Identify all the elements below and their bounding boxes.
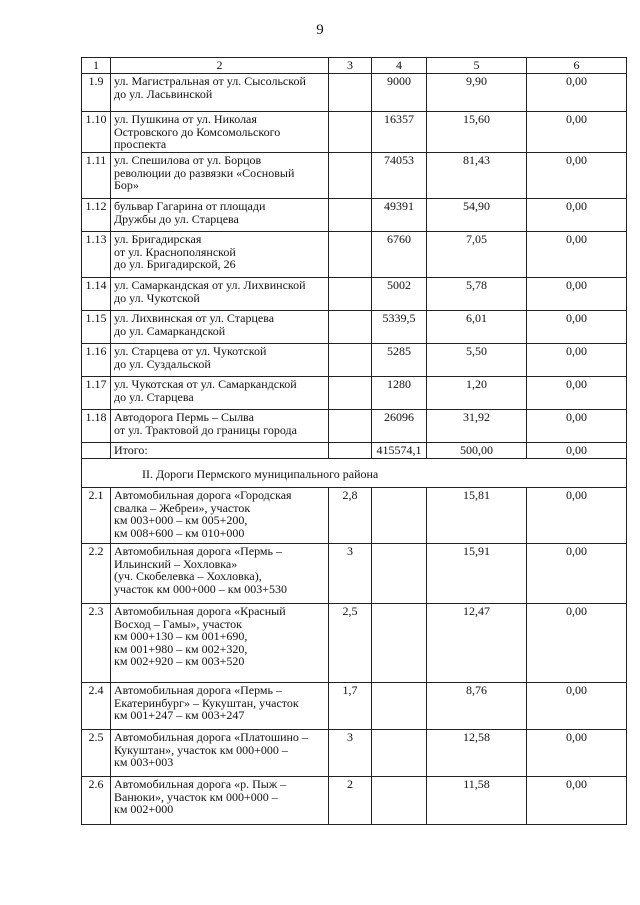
roads-table xyxy=(81,57,627,825)
section-title-row xyxy=(82,459,627,488)
road-name-line: Бор» xyxy=(114,178,139,192)
page-number: 9 xyxy=(316,22,324,38)
extra-amount-cell: 0,00 xyxy=(527,544,627,604)
table-row xyxy=(82,377,627,410)
length-km-cell xyxy=(329,232,372,278)
column-number-header-row xyxy=(82,58,627,74)
row-number-cell: 2.6 xyxy=(82,777,111,825)
table-row xyxy=(82,777,627,825)
road-name-line: до ул. Бригадирской, 26 xyxy=(114,257,236,271)
amount-cell: 15,81 xyxy=(427,488,527,544)
total-empty-cell xyxy=(329,443,372,459)
road-name-line: Островского до Комсомольского xyxy=(114,124,281,139)
road-name-line: км 003+000 – км 005+200, xyxy=(114,513,248,527)
extra-amount-cell: 0,00 xyxy=(527,74,627,112)
area-cell: 6760 xyxy=(372,232,427,278)
column-header: 4 xyxy=(372,58,427,74)
road-name-line: км 001+980 – км 002+320, xyxy=(114,641,248,656)
table-row xyxy=(82,544,627,604)
area-cell xyxy=(372,488,427,544)
road-name-line: км 002+000 xyxy=(114,802,174,816)
road-name-cell xyxy=(111,112,329,153)
extra-amount-cell: 0,00 xyxy=(527,311,627,344)
table-row xyxy=(82,410,627,443)
area-cell: 5002 xyxy=(372,278,427,311)
road-name-line: км 002+920 – км 003+520 xyxy=(114,654,245,668)
road-name-cell xyxy=(111,74,329,112)
amount-cell: 15,60 xyxy=(427,112,527,153)
total-amount-cell: 500,00 xyxy=(427,443,527,459)
table-row xyxy=(82,199,627,232)
amount-cell: 12,47 xyxy=(427,604,527,683)
row-number-cell: 1.15 xyxy=(82,311,111,344)
extra-amount-cell: 0,00 xyxy=(527,112,627,153)
column-header: 3 xyxy=(329,58,372,74)
table-row xyxy=(82,278,627,311)
road-name-cell xyxy=(111,410,329,443)
road-name-cell xyxy=(111,278,329,311)
road-name-cell xyxy=(111,344,329,377)
road-name-line: свалка – Жебреи», участок xyxy=(114,500,251,515)
road-name-cell xyxy=(111,544,329,604)
column-header: 6 xyxy=(527,58,627,74)
extra-amount-cell: 0,00 xyxy=(527,278,627,311)
amount-cell: 8,76 xyxy=(427,683,527,730)
area-cell xyxy=(372,683,427,730)
road-name-line: до ул. Ласьвинской xyxy=(114,86,213,101)
road-name-line: до ул. Старцева xyxy=(114,389,194,404)
road-name-line: ул. Пушкина от ул. Николая xyxy=(114,112,257,126)
row-number-cell: 2.4 xyxy=(82,683,111,730)
road-name-line: до ул. Суздальской xyxy=(114,356,211,371)
row-number-cell: 1.17 xyxy=(82,377,111,410)
road-name-line: Автомобильная дорога «Пермь – xyxy=(114,683,282,697)
road-name-line: от ул. Трактовой до границы города xyxy=(114,422,297,437)
extra-amount-cell: 0,00 xyxy=(527,777,627,825)
row-number-cell: 2.3 xyxy=(82,604,111,683)
road-name-line: Восход – Гамы», участок xyxy=(114,616,242,631)
road-name-cell xyxy=(111,153,329,199)
road-name-cell xyxy=(111,730,329,777)
table-row xyxy=(82,311,627,344)
road-name-line: км 001+247 – км 003+247 xyxy=(114,708,245,722)
length-km-cell: 1,7 xyxy=(329,683,372,730)
road-name-line: ул. Чукотская от ул. Самаркандской xyxy=(114,377,297,391)
extra-amount-cell: 0,00 xyxy=(527,377,627,410)
road-name-line: проспекта xyxy=(114,137,167,151)
table-row xyxy=(82,112,627,153)
row-number-cell: 1.10 xyxy=(82,112,111,153)
area-cell: 16357 xyxy=(372,112,427,153)
amount-cell: 6,01 xyxy=(427,311,527,344)
amount-cell: 54,90 xyxy=(427,199,527,232)
table-row xyxy=(82,488,627,544)
area-cell: 9000 xyxy=(372,74,427,112)
road-name-line: км 000+130 – км 001+690, xyxy=(114,629,248,643)
extra-amount-cell: 0,00 xyxy=(527,344,627,377)
table-row xyxy=(82,344,627,377)
extra-amount-cell: 0,00 xyxy=(527,232,627,278)
road-name-cell xyxy=(111,199,329,232)
length-km-cell: 2 xyxy=(329,777,372,825)
road-name-line: Дружбы до ул. Старцева xyxy=(114,211,239,226)
amount-cell: 11,58 xyxy=(427,777,527,825)
road-name-cell xyxy=(111,683,329,730)
amount-cell: 31,92 xyxy=(427,410,527,443)
column-header: 2 xyxy=(111,58,329,74)
road-name-line: бульвар Гагарина от площади xyxy=(114,199,266,213)
road-name-line: км 008+600 – км 010+000 xyxy=(114,525,245,540)
table-row xyxy=(82,74,627,112)
area-cell xyxy=(372,604,427,683)
length-km-cell xyxy=(329,410,372,443)
length-km-cell xyxy=(329,278,372,311)
row-number-cell: 1.12 xyxy=(82,199,111,232)
row-number-cell: 2.2 xyxy=(82,544,111,604)
length-km-cell xyxy=(329,74,372,112)
road-name-cell xyxy=(111,777,329,825)
length-km-cell xyxy=(329,344,372,377)
table-row xyxy=(82,153,627,199)
road-name-cell xyxy=(111,488,329,544)
road-name-cell xyxy=(111,232,329,278)
area-cell: 1280 xyxy=(372,377,427,410)
extra-amount-cell: 0,00 xyxy=(527,199,627,232)
length-km-cell xyxy=(329,311,372,344)
row-number-cell: 2.1 xyxy=(82,488,111,544)
extra-amount-cell: 0,00 xyxy=(527,683,627,730)
road-name-line: Екатеринбург» – Кукуштан, участок xyxy=(114,695,299,710)
area-cell: 74053 xyxy=(372,153,427,199)
road-name-line: Ванюки», участок км 000+000 – xyxy=(114,789,278,804)
row-number-cell: 1.9 xyxy=(82,74,111,112)
road-name-line: Ильинский – Хохловка» xyxy=(114,556,238,571)
total-empty-cell xyxy=(82,443,111,459)
road-name-line: Автомобильная дорога «Красный xyxy=(114,604,286,618)
area-cell xyxy=(372,730,427,777)
road-name-line: Автомобильная дорога «Платошино – xyxy=(114,730,308,744)
road-name-line: Автодорога Пермь – Сылва xyxy=(114,410,254,424)
total-label: Итого: xyxy=(111,443,329,459)
length-km-cell: 2,5 xyxy=(329,604,372,683)
length-km-cell: 3 xyxy=(329,544,372,604)
extra-amount-cell: 0,00 xyxy=(527,410,627,443)
extra-amount-cell: 0,00 xyxy=(527,730,627,777)
length-km-cell xyxy=(329,199,372,232)
length-km-cell xyxy=(329,377,372,410)
road-name-line: ул. Лихвинская от ул. Старцева xyxy=(114,311,275,325)
road-name-cell xyxy=(111,311,329,344)
amount-cell: 15,91 xyxy=(427,544,527,604)
amount-cell: 5,78 xyxy=(427,278,527,311)
total-extra-cell: 0,00 xyxy=(527,443,627,459)
extra-amount-cell: 0,00 xyxy=(527,153,627,199)
road-name-line: Кукуштан», участок км 000+000 – xyxy=(114,742,288,757)
road-name-line: ул. Старцева от ул. Чукотской xyxy=(114,344,267,358)
length-km-cell xyxy=(329,153,372,199)
row-number-cell: 1.18 xyxy=(82,410,111,443)
road-name-line: (уч. Скобелевка – Хохловка), xyxy=(114,569,262,583)
road-name-line: от ул. Краснополянской xyxy=(114,244,236,259)
amount-cell: 81,43 xyxy=(427,153,527,199)
area-cell: 5339,5 xyxy=(372,311,427,344)
row-number-cell: 1.16 xyxy=(82,344,111,377)
road-name-line: км 003+003 xyxy=(114,755,174,769)
section-title: II. Дороги Пермского муниципального района xyxy=(82,459,627,488)
extra-amount-cell: 0,00 xyxy=(527,604,627,683)
column-header: 1 xyxy=(82,58,111,74)
table-row xyxy=(82,232,627,278)
length-km-cell: 2,8 xyxy=(329,488,372,544)
table-row xyxy=(82,730,627,777)
road-name-line: ул. Магистральная от ул. Сысольской xyxy=(114,74,306,88)
length-km-cell: 3 xyxy=(329,730,372,777)
total-row xyxy=(82,443,627,459)
amount-cell: 7,05 xyxy=(427,232,527,278)
table-row xyxy=(82,683,627,730)
row-number-cell: 2.5 xyxy=(82,730,111,777)
amount-cell: 5,50 xyxy=(427,344,527,377)
total-area-cell: 415574,1 xyxy=(372,443,427,459)
row-number-cell: 1.11 xyxy=(82,153,111,199)
road-name-line: Автомобильная дорога «р. Пыж – xyxy=(114,777,287,791)
area-cell: 49391 xyxy=(372,199,427,232)
road-name-line: ул. Самаркандская от ул. Лихвинской xyxy=(114,278,306,292)
road-name-line: Автомобильная дорога «Городская xyxy=(114,488,292,502)
area-cell: 26096 xyxy=(372,410,427,443)
road-name-cell xyxy=(111,604,329,683)
road-name-line: ул. Бригадирская xyxy=(114,232,202,246)
area-cell: 5285 xyxy=(372,344,427,377)
column-header: 5 xyxy=(427,58,527,74)
amount-cell: 9,90 xyxy=(427,74,527,112)
amount-cell: 1,20 xyxy=(427,377,527,410)
road-name-line: до ул. Чукотской xyxy=(114,290,200,305)
road-name-line: Автомобильная дорога «Пермь – xyxy=(114,544,282,558)
row-number-cell: 1.14 xyxy=(82,278,111,311)
road-name-line: до ул. Самаркандской xyxy=(114,323,226,338)
road-name-cell xyxy=(111,377,329,410)
row-number-cell: 1.13 xyxy=(82,232,111,278)
amount-cell: 12,58 xyxy=(427,730,527,777)
road-name-line: ул. Спешилова от ул. Борцов xyxy=(114,153,262,167)
road-name-line: революции до развязки «Сосновый xyxy=(114,165,295,180)
area-cell xyxy=(372,544,427,604)
table-row xyxy=(82,604,627,683)
extra-amount-cell: 0,00 xyxy=(527,488,627,544)
length-km-cell xyxy=(329,112,372,153)
area-cell xyxy=(372,777,427,825)
road-name-line: участок км 000+000 – км 003+530 xyxy=(114,581,287,596)
